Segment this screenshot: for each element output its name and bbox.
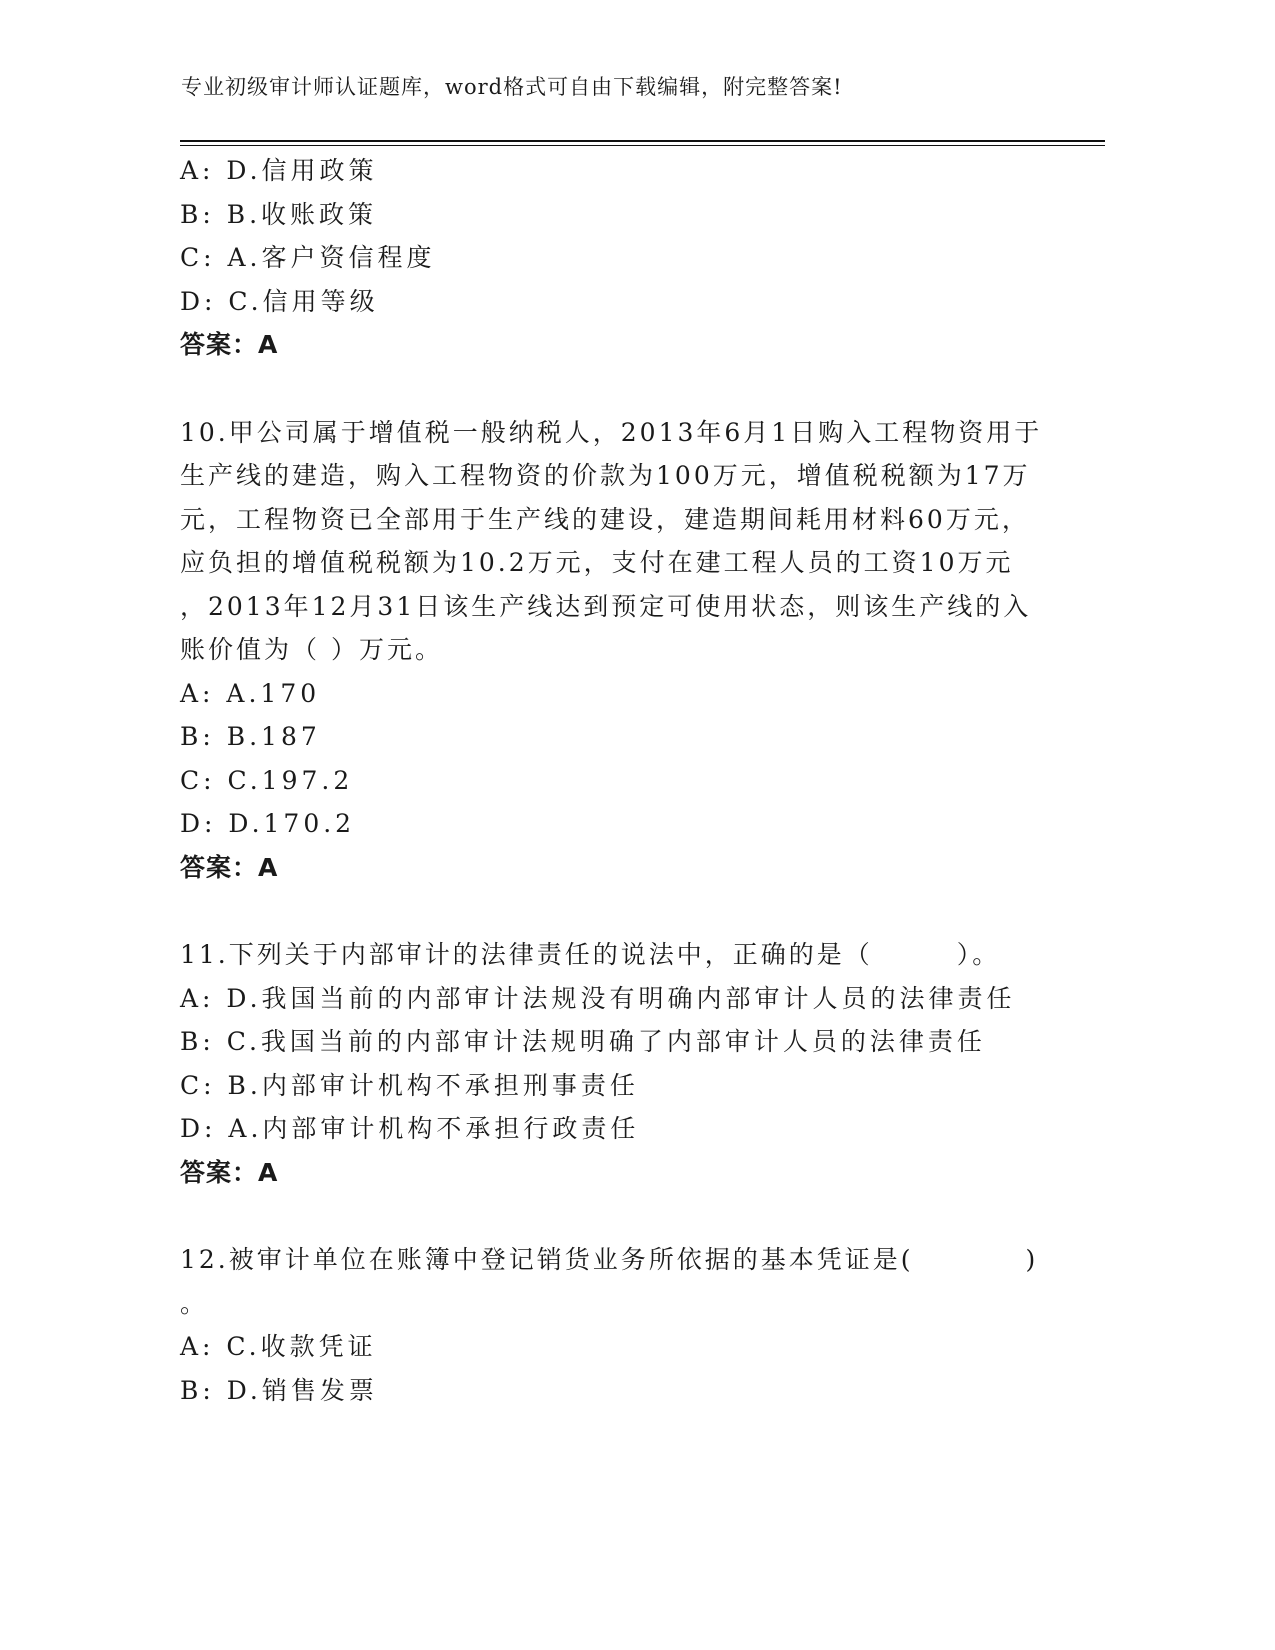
question-12 bbox=[180, 1238, 1060, 1412]
question-9-continued bbox=[180, 149, 1060, 367]
question-11 bbox=[180, 933, 1060, 1194]
option-b: B: B.收账政策 bbox=[180, 199, 378, 229]
option-d: D: C.信用等级 bbox=[180, 286, 379, 316]
option-c: C: A.客户资信程度 bbox=[180, 243, 436, 272]
question-10 bbox=[180, 411, 1060, 890]
question-stem: 12.被审计单位在账簿中登记销货业务所依据的基本凭证是( ) 。 bbox=[180, 1245, 1039, 1318]
option-c: C: B.内部审计机构不承担刑事责任 bbox=[180, 1070, 639, 1100]
header-divider bbox=[180, 140, 1105, 142]
question-stem: 11.下列关于内部审计的法律责任的说法中，正确的是（ ）。 bbox=[180, 940, 1001, 969]
answer-line: 答案：A bbox=[180, 330, 279, 359]
option-a: A: C.收款凭证 bbox=[180, 1332, 377, 1361]
option-d: D: A.内部审计机构不承担行政责任 bbox=[180, 1114, 640, 1143]
question-list bbox=[180, 149, 1060, 1412]
option-b: B: D.销售发票 bbox=[180, 1375, 378, 1405]
option-a: A: A.170 bbox=[180, 678, 321, 708]
option-d: D: D.170.2 bbox=[180, 809, 356, 838]
option-b: B: C.我国当前的内部审计法规明确了内部审计人员的法律责任 bbox=[180, 1027, 986, 1056]
page-header: 专业初级审计师认证题库，word格式可自由下载编辑，附完整答案! bbox=[181, 75, 843, 99]
answer-line: 答案：A bbox=[180, 852, 279, 882]
option-c: C: C.197.2 bbox=[180, 765, 354, 795]
option-a: A: D.信用政策 bbox=[180, 156, 378, 185]
answer-line: 答案：A bbox=[180, 1157, 279, 1187]
option-b: B: B.187 bbox=[180, 722, 321, 751]
question-stem: 10.甲公司属于增值税一般纳税人，2013年6月1日购入工程物资用于 生产线的建造，购入工程物资的价款为100万元，增值税税额为17万 元，工程物资已全部用于生产线的建设，建造期间耗用材料60万元， 应负担的增值税税额为10.2万元，支付在建工程人员的工资10万元 ，2013年12月31日该生产线达到预定可使用状态，则该生产线的入 账价值为（ ）万元。 bbox=[180, 417, 1043, 664]
option-a: A: D.我国当前的内部审计法规没有明确内部审计人员的法律责任 bbox=[180, 983, 1016, 1013]
